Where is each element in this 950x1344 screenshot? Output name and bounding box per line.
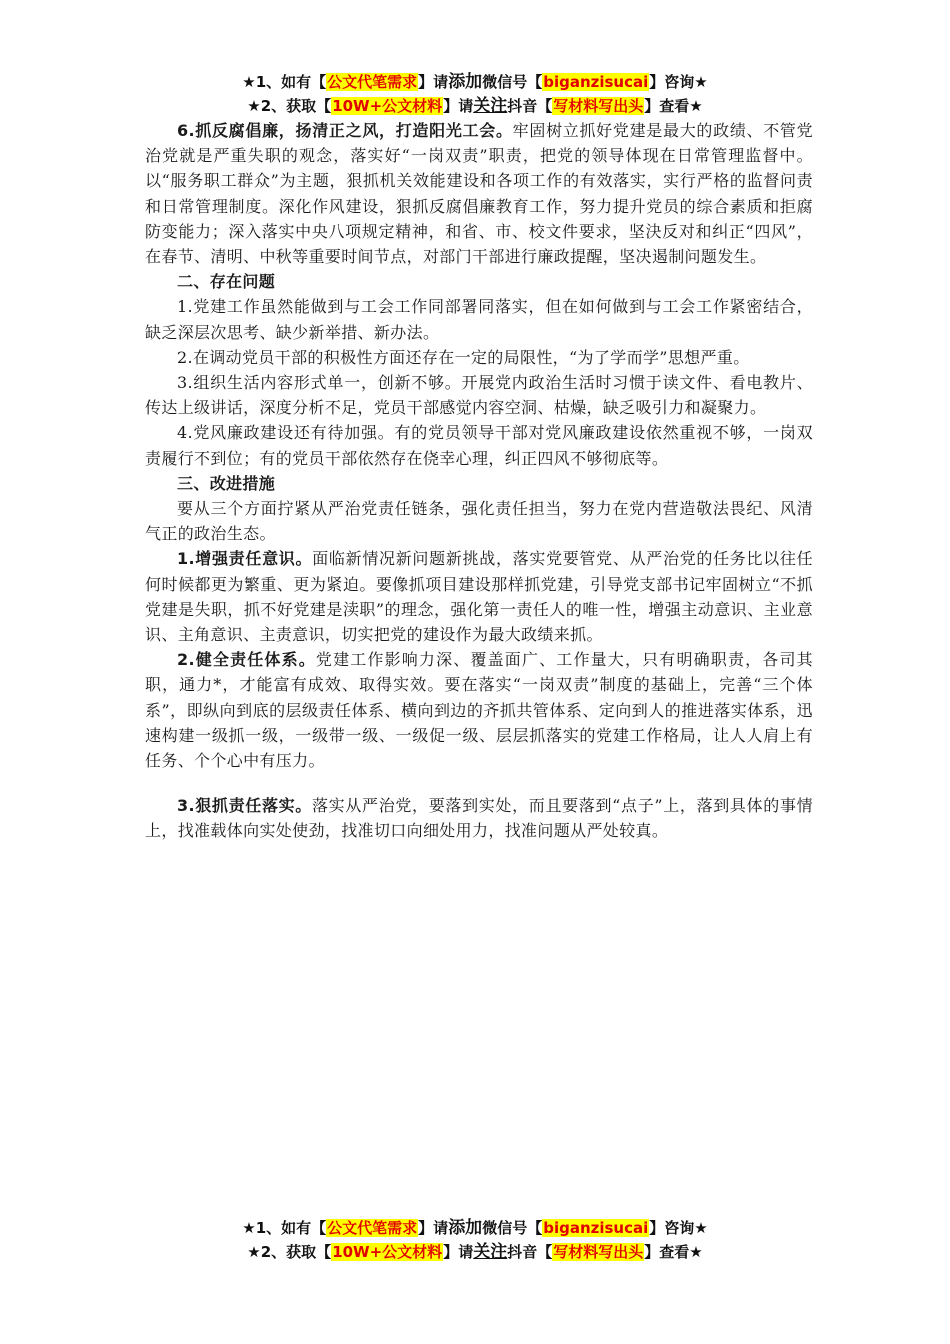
paragraph-6 [145, 118, 813, 269]
promo-emphasis: 添加 [448, 72, 483, 92]
paragraph-lead: 6.抓反腐倡廉，扬清正之风，打造阳光工会。 [177, 121, 513, 140]
promo-douyin-id: 写材料写出头 [553, 97, 644, 115]
paragraph-text: 落实从严治党，要落到实处，而且要落到“点子”上，落到具体的事情上，找准载体向实处使劲，找准切口向细处用力，找准问题从严处较真。 [145, 796, 813, 841]
promo-highlight: 公文代笔需求 [327, 73, 418, 91]
promo-wechat-id: biganzisucai [543, 73, 649, 91]
promo-line-2 [0, 94, 950, 118]
promo-douyin-id: 写材料写出头 [553, 1243, 644, 1261]
promo-wechat-id: biganzisucai [543, 1219, 649, 1237]
promo-text: 】请 [443, 97, 474, 115]
paragraph-lead: 2.健全责任体系。 [177, 650, 316, 670]
measures-intro: 要从三个方面拧紧从严治党责任链条，强化责任担当，努力在党内营造敬法畏纪、风清气正的政治生态。 [145, 499, 813, 544]
promo-text: ★2、获取【 [247, 97, 332, 115]
promo-text: 微信号【 [482, 73, 543, 91]
promo-highlight: 公文代笔需求 [327, 1219, 418, 1237]
promo-emphasis: 添加 [448, 1218, 483, 1238]
promo-text: 微信号【 [482, 1219, 543, 1237]
section-heading-measures: 三、改进措施 [177, 473, 276, 493]
promo-text: ★2、获取【 [247, 1243, 332, 1261]
paragraph-text: 牢固树立抓好党建是最大的政绩、不管党治党就是严重失职的观念，落实好“一岗双责”职责，把党的领导体现在日常管理监督中。以“服务职工群众”为主题，狠抓机关效能建设和各项工作的有效落实，实行严格的监督问责和日常管理制度。深化作风建设，狠抓反腐倡廉教育工作，努力提升党员的综合素质和拒腐防变能力；深入落实中央八项规定精神，和省、市、校文件要求，坚決反对和纠正“四风”，在春节、清明、中秋等重要时间节点，对部门干部进行廉政提醒，坚决遏制问题发生。 [145, 121, 813, 267]
paragraph-text: 面临新情况新问题新挑战，落实党要管党、从严治党的任务比以往任何时候都更为繁重、更为紧迫。要像抓项目建设那样抓党建，引导党支部书记牢固树立“不抓党建是失职，抓不好党建是渎职”的理念，强化第一责任人的唯一性，增强主动意识、主业意识、主角意识、主责意识，切实把党的建设作为最大政绩来抓。 [145, 549, 813, 645]
measure-item [145, 546, 813, 647]
promo-highlight: 10W+公文材料 [332, 97, 443, 115]
promo-highlight: 10W+公文材料 [332, 1243, 443, 1261]
header-promo-banner [0, 70, 950, 118]
promo-text: 】咨询★ [649, 73, 708, 91]
section-heading-problems: 二、存在问题 [177, 272, 276, 292]
problem-item: 4.党风廉政建设还有待加强。有的党员领导干部对党风廉政建设依然重视不够，一岗双责履行不到位；有的党员干部依然存在侥幸心理，纠正四风不够彻底等。 [145, 423, 813, 468]
promo-line-2 [0, 1240, 950, 1264]
measure-item [145, 793, 813, 843]
problem-item: 3.组织生活内容形式单一，创新不够。开展党内政治生活时习惯于读文件、看电教片、传达上级讲话，深度分析不足，党员干部感觉内容空洞、枯燥，缺乏吸引力和凝聚力。 [145, 373, 813, 418]
problem-item: 2.在调动党员干部的积极性方面还存在一定的局限性，“为了学而学”思想严重。 [177, 347, 750, 367]
paragraph-lead: 3.狠抓责任落实。 [177, 796, 312, 816]
paragraph-text: 党建工作影响力深、覆盖面广、工作量大，只有明确职责，各司其职，通力*，才能富有成效、取得实效。要在落实“一岗双责”制度的基础上，完善“三个体系”，即纵向到底的层级责任体系、横向到边的齐抓共管体系、定向到人的推进落实体系，迅速构建一级抓一级，一级带一级、一级促一级、层层抓落实的党建工作格局，让人人肩上有任务、个个心中有压力。 [145, 650, 813, 771]
problem-item: 1.党建工作虽然能做到与工会工作同部署同落实，但在如何做到与工会工作紧密结合，缺乏深层次思考、缺少新举措、新办法。 [145, 297, 813, 342]
promo-text: 抖音【 [507, 1243, 553, 1261]
promo-text: ★1、如有【 [242, 73, 327, 91]
footer-promo-banner [0, 1216, 950, 1264]
promo-line-1 [0, 1216, 950, 1240]
promo-text: 】请 [418, 1219, 449, 1237]
measure-item [145, 647, 813, 773]
promo-text: 抖音【 [507, 97, 553, 115]
promo-text: 】查看★ [644, 97, 703, 115]
promo-text: 】请 [418, 73, 449, 91]
promo-emphasis: 关注 [473, 1242, 508, 1262]
promo-text: 】请 [443, 1243, 474, 1261]
promo-text: 】查看★ [644, 1243, 703, 1261]
paragraph-lead: 1.增强责任意识。 [177, 549, 313, 569]
promo-text: ★1、如有【 [242, 1219, 327, 1237]
promo-text: 】咨询★ [649, 1219, 708, 1237]
promo-line-1 [0, 70, 950, 94]
document-body [145, 118, 813, 844]
promo-emphasis: 关注 [473, 96, 508, 116]
